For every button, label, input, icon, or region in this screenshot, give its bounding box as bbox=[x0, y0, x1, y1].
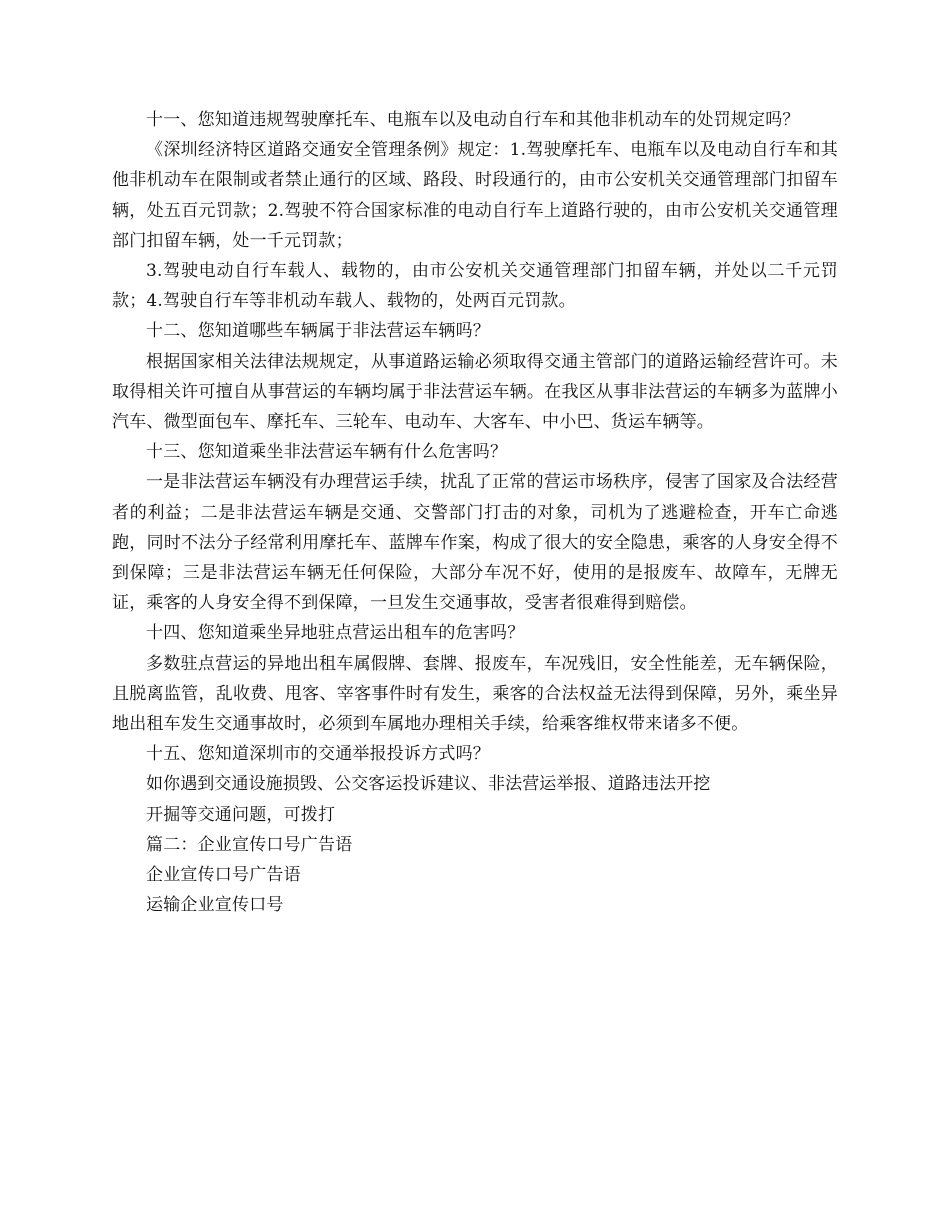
heading-question-13: 十三、您知道乘坐非法营运车辆有什么危害吗？ bbox=[146, 442, 508, 463]
answer-paragraph-15a: 如你遇到交通设施损毁、公交客运投诉建议、非法营运举报、道路违法开挖 bbox=[146, 774, 711, 795]
answer-paragraph-15b: 开掘等交通问题，可拨打 bbox=[146, 804, 336, 825]
answer-paragraph-13: 一是非法营运车辆没有办理营运手续，扰乱了正常的营运市场秩序，侵害了国家及合法经营者的利益；二是非法营运车辆是交通、交警部门打击的对象，司机为了逃避检查，开车亡命逃跑，同时不法分子经常利用摩托车、蓝牌车作案，构成了很大的安全隐患，乘客的人身安全得不到保障；三是非法营运车辆无任何保险，大部分车况不好，使用的是报废车、故障车，无牌无证，乘客的人身安全得不到保障，一旦发生交通事故，受害者很难得到赔偿。 bbox=[112, 472, 838, 614]
section-subheading-slogans: 企业宣传口号广告语 bbox=[146, 865, 301, 886]
heading-question-14: 十四、您知道乘坐异地驻点营运出租车的危害吗？ bbox=[146, 623, 525, 644]
section-subheading-transport-slogans: 运输企业宣传口号 bbox=[146, 895, 284, 916]
heading-question-11: 十一、您知道违规驾驶摩托车、电瓶车以及电动自行车和其他非机动车的处罚规定吗？ bbox=[146, 110, 800, 130]
heading-question-12: 十二、您知道哪些车辆属于非法营运车辆吗？ bbox=[146, 321, 490, 342]
section-heading-part-2: 篇二：企业宣传口号广告语 bbox=[146, 834, 353, 855]
answer-paragraph-11a: 《深圳经济特区道路交通安全管理条例》规定：1.驾驶摩托车、电瓶车以及电动自行车和其他非机动车在限制或者禁止通行的区域、路段、时段通行的，由市公安机关交通管理部门扣留车辆，处五百元罚款；2.驾驶不符合国家标准的电动自行车上道路行驶的，由市公安机关交通管理部门扣留车辆，处一千元罚款； bbox=[112, 140, 838, 251]
answer-paragraph-11b: 3.驾驶电动自行车载人、载物的，由市公安机关交通管理部门扣留车辆，并处以二千元罚款；4.驾驶自行车等非机动车载人、载物的，处两百元罚款。 bbox=[112, 261, 838, 312]
answer-paragraph-14: 多数驻点营运的异地出租车属假牌、套牌、报废车，车况残旧，安全性能差，无车辆保险，且脱离监管，乱收费、甩客、宰客事件时有发生，乘客的合法权益无法得到保障，另外，乘坐异地出租车发生交通事故时，必须到车属地办理相关手续，给乘客维权带来诸多不便。 bbox=[112, 653, 838, 735]
heading-question-15: 十五、您知道深圳市的交通举报投诉方式吗？ bbox=[146, 744, 490, 765]
answer-paragraph-12: 根据国家相关法律法规规定，从事道路运输必须取得交通主管部门的道路运输经营许可。未取得相关许可擅自从事营运的车辆均属于非法营运车辆。在我区从事非法营运的车辆多为蓝牌小汽车、微型面包车、摩托车、三轮车、电动车、大客车、中小巴、货运车辆等。 bbox=[112, 351, 838, 433]
